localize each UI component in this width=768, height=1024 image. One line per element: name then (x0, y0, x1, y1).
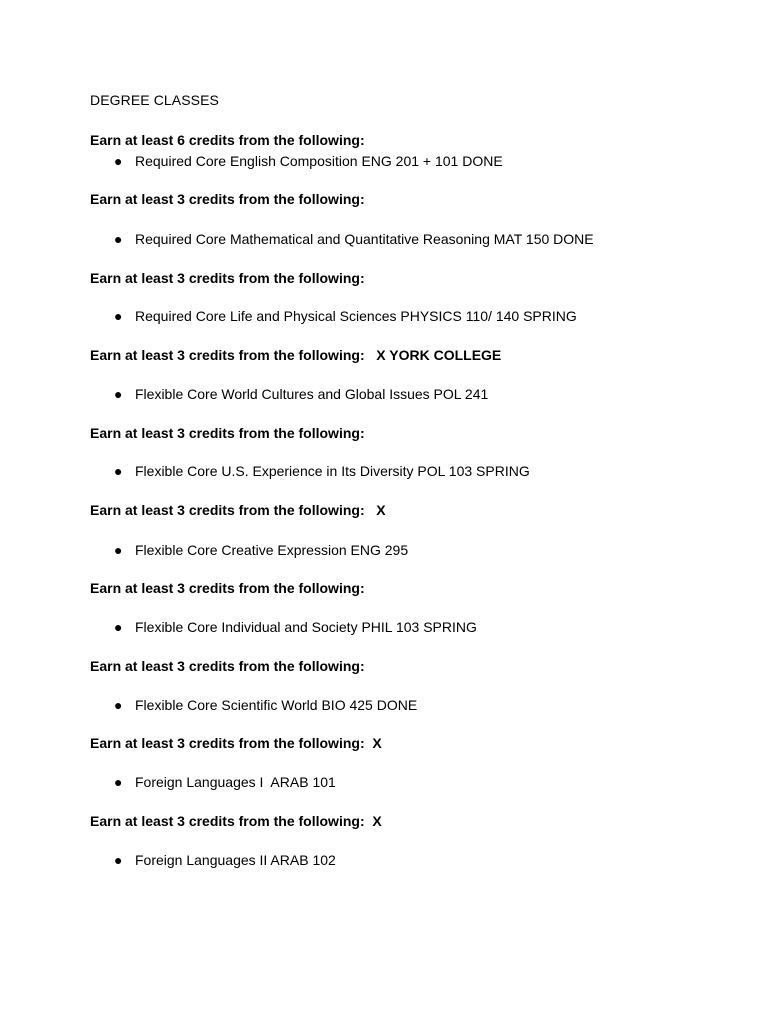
requirement-item (114, 773, 336, 791)
requirement-item (114, 618, 477, 636)
bullet-icon: ● (114, 852, 123, 868)
heading-text: Earn at least 3 credits from the following: (90, 502, 365, 518)
heading-text: Earn at least 3 credits from the following: (90, 658, 365, 674)
requirement-item (114, 541, 408, 559)
heading-note: X (364, 735, 382, 751)
item-text: Required Core Life and Physical Sciences PHYSICS 110/ 140 SPRING (135, 308, 577, 324)
heading-text: Earn at least 6 credits from the following: (90, 132, 365, 148)
requirement-heading (90, 424, 365, 442)
bullet-icon: ● (114, 697, 123, 713)
heading-note: X YORK COLLEGE (364, 347, 502, 363)
heading-note: X (364, 502, 386, 518)
item-text: Flexible Core Individual and Society PHIL 103 SPRING (135, 619, 477, 635)
heading-note: X (364, 813, 382, 829)
item-text: Required Core English Composition ENG 201 + 101 DONE (135, 153, 503, 169)
bullet-icon: ● (114, 619, 123, 635)
heading-text: Earn at least 3 credits from the following: (90, 191, 365, 207)
bullet-icon: ● (114, 542, 123, 558)
heading-text: Earn at least 3 credits from the following: (90, 270, 365, 286)
requirement-item (114, 307, 577, 325)
requirement-item (114, 385, 488, 403)
requirement-heading (90, 131, 365, 149)
bullet-icon: ● (114, 774, 123, 790)
bullet-icon: ● (114, 153, 123, 169)
requirement-item (114, 851, 336, 869)
requirement-item (114, 462, 530, 480)
bullet-icon: ● (114, 308, 123, 324)
item-text: Flexible Core World Cultures and Global Issues POL 241 (135, 386, 489, 402)
heading-text: Earn at least 3 credits from the following: (90, 425, 365, 441)
bullet-icon: ● (114, 231, 123, 247)
requirement-heading (90, 190, 365, 208)
heading-text: Earn at least 3 credits from the following: (90, 813, 365, 829)
requirement-item (114, 696, 417, 714)
heading-text: Earn at least 3 credits from the following: (90, 347, 365, 363)
requirement-heading (90, 734, 382, 752)
heading-text: Earn at least 3 credits from the following: (90, 735, 365, 751)
item-text: Foreign Languages II ARAB 102 (135, 852, 336, 868)
requirement-item (114, 152, 503, 170)
item-text: Flexible Core Creative Expression ENG 295 (135, 542, 409, 558)
item-text: Foreign Languages I ARAB 101 (135, 774, 336, 790)
requirement-item (114, 230, 594, 248)
requirement-heading (90, 501, 386, 519)
bullet-icon: ● (114, 463, 123, 479)
requirement-heading (90, 812, 382, 830)
requirement-heading (90, 657, 365, 675)
requirement-heading (90, 346, 501, 364)
document-title: DEGREE CLASSES (90, 92, 219, 108)
item-text: Flexible Core U.S. Experience in Its Diversity POL 103 SPRING (135, 463, 530, 479)
requirement-heading (90, 579, 365, 597)
item-text: Required Core Mathematical and Quantitative Reasoning MAT 150 DONE (135, 231, 594, 247)
heading-text: Earn at least 3 credits from the following: (90, 580, 365, 596)
bullet-icon: ● (114, 386, 123, 402)
item-text: Flexible Core Scientific World BIO 425 DONE (135, 697, 418, 713)
requirement-heading (90, 269, 365, 287)
